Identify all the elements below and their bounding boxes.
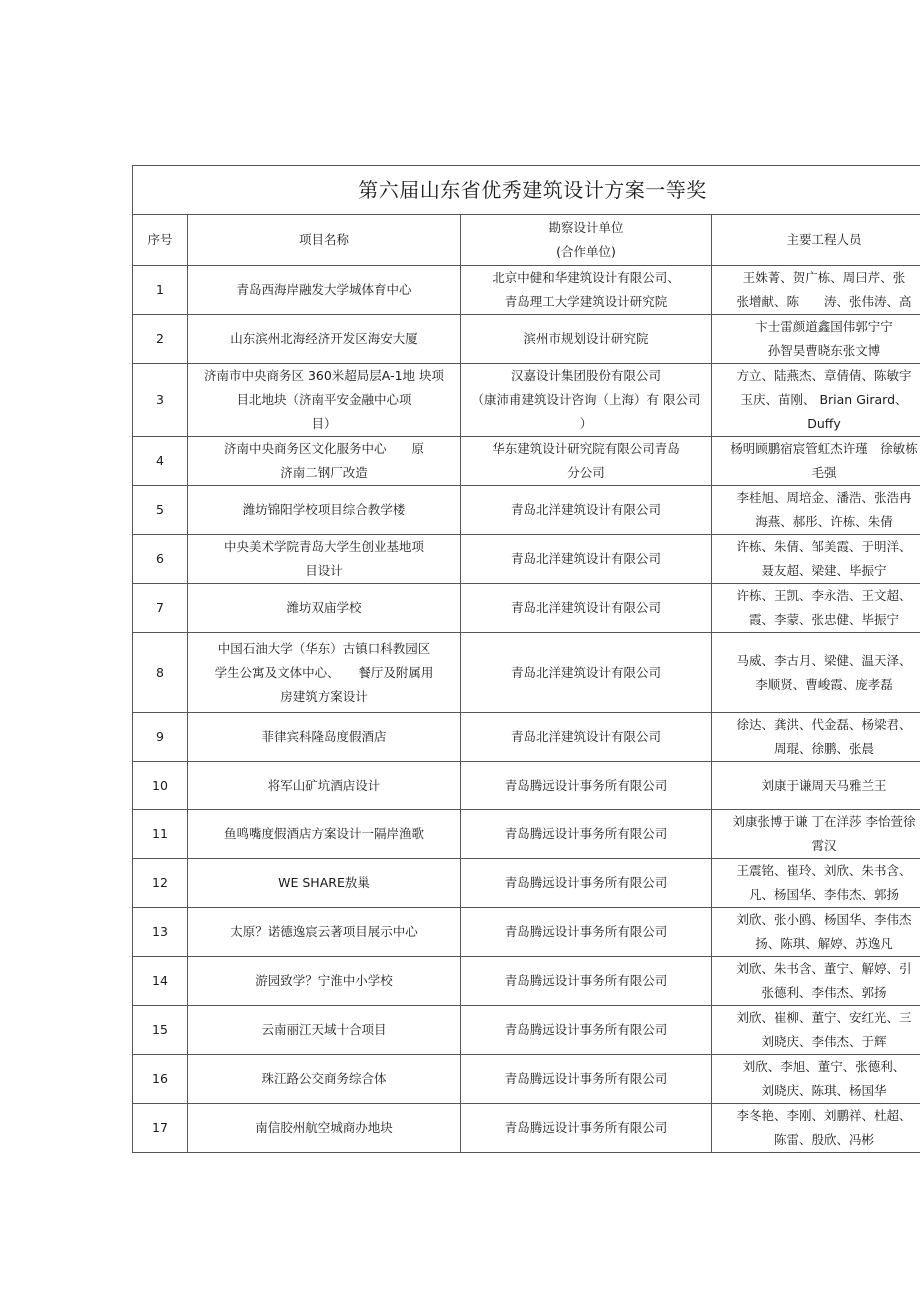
project-name-line: WE SHARE敖巢 [278, 875, 370, 890]
main-engineers-line: 霄汉 [811, 838, 837, 853]
design-unit-line: 青岛腾远设计事务所有限公司 [504, 1071, 668, 1086]
header-index: 序号 [133, 215, 188, 266]
project-name-line: 将军山矿坑酒店设计 [267, 777, 381, 793]
design-unit [461, 908, 712, 957]
main-engineers-line: 聂友超、梁建、毕振宁 [761, 563, 887, 578]
table-row [133, 810, 920, 859]
main-engineers-line: 刘康于谦周天马雅兰王 [761, 777, 887, 793]
design-unit-line: 分公司 [567, 465, 605, 480]
main-engineers-line: 李冬艳、李刚、刘鹏祥、杜超、 [736, 1108, 912, 1123]
main-engineers [712, 908, 920, 957]
header-row [133, 215, 920, 266]
main-engineers-line: 陈雷、殷欣、冯彬 [773, 1132, 874, 1147]
row-index: 14 [133, 957, 188, 1006]
project-name [188, 713, 461, 762]
design-unit-line: 青岛腾远设计事务所有限公司 [504, 777, 668, 793]
project-name-line: 山东滨州北海经济开发区海安大厦 [230, 331, 418, 346]
table-title: 第六届山东省优秀建筑设计方案一等奖 [133, 166, 920, 215]
design-unit [461, 810, 712, 859]
design-unit [461, 859, 712, 908]
project-name [188, 266, 461, 315]
project-name [188, 762, 461, 810]
table-row [133, 364, 920, 437]
main-engineers-line: 刘晓庆、陈琪、杨国华 [761, 1083, 887, 1098]
main-engineers-line: 杨明顾鹏宿宸管虹杰许瑾 徐敏栋 [730, 441, 918, 456]
main-engineers-line: 张增献、陈 涛、张伟涛、高 [736, 294, 912, 309]
design-unit-line: 青岛腾远设计事务所有限公司 [504, 1022, 668, 1037]
design-unit-line: 青岛北洋建筑设计有限公司 [510, 664, 661, 680]
row-index: 1 [133, 266, 188, 315]
design-unit [461, 364, 712, 437]
project-name [188, 957, 461, 1006]
project-name-line: 潍坊锦阳学校项目综合教学楼 [242, 502, 406, 517]
row-index: 16 [133, 1055, 188, 1104]
main-engineers [712, 1104, 920, 1153]
main-engineers [712, 633, 920, 713]
header-unit-line2: (合作单位) [556, 244, 616, 259]
row-index: 17 [133, 1104, 188, 1153]
design-unit [461, 633, 712, 713]
project-name [188, 364, 461, 437]
row-index: 4 [133, 437, 188, 486]
row-index: 3 [133, 364, 188, 437]
table-row [133, 584, 920, 633]
project-name [188, 584, 461, 633]
main-engineers [712, 713, 920, 762]
design-unit-line: 华东建筑设计研究院有限公司青岛 [492, 441, 680, 456]
row-index: 5 [133, 486, 188, 535]
row-index: 15 [133, 1006, 188, 1055]
main-engineers-line: 刘欣、李旭、董宁、张德利、 [742, 1059, 906, 1074]
row-index: 10 [133, 762, 188, 810]
row-index: 12 [133, 859, 188, 908]
main-engineers-line: 海燕、郝彤、许栋、朱倩 [755, 514, 893, 529]
main-engineers [712, 364, 920, 437]
project-name [188, 1006, 461, 1055]
table-row [133, 535, 920, 584]
main-engineers-line: 周琨、徐鹏、张晨 [773, 741, 874, 756]
design-unit-line: 滨州市规划设计研究院 [523, 331, 649, 346]
row-index: 8 [133, 633, 188, 713]
table-row [133, 1055, 920, 1104]
row-index: 6 [133, 535, 188, 584]
main-engineers [712, 1055, 920, 1104]
main-engineers [712, 762, 920, 810]
main-engineers-line: 刘欣、朱书含、董宁、解婷、引 [736, 961, 912, 976]
design-unit-line: 青岛腾远设计事务所有限公司 [504, 1120, 668, 1135]
design-unit-line: 青岛腾远设计事务所有限公司 [504, 826, 668, 841]
project-name [188, 486, 461, 535]
main-engineers-line: 刘欣、张小鸥、杨国华、李伟杰 [736, 912, 912, 927]
design-unit-line: ） [579, 416, 593, 431]
project-name-line: 中国石油大学（华东）古镇口科教园区 [217, 640, 431, 656]
project-name-line: 游园致学？宁淮中小学校 [255, 973, 393, 988]
design-unit-line: 青岛理工大学建筑设计研究院 [504, 294, 668, 309]
project-name-line: 济南中央商务区文化服务中心 原 [223, 441, 424, 456]
main-engineers-line: 李顺贤、曹峻霞、庞孝磊 [755, 676, 893, 692]
main-engineers [712, 486, 920, 535]
table-row [133, 859, 920, 908]
design-unit [461, 266, 712, 315]
table-row [133, 486, 920, 535]
award-sheet [132, 165, 920, 1153]
project-name [188, 437, 461, 486]
design-unit-line: 青岛北洋建筑设计有限公司 [510, 729, 661, 744]
design-unit [461, 1006, 712, 1055]
project-name-line: 目设计 [305, 563, 343, 578]
design-unit [461, 957, 712, 1006]
design-unit [461, 486, 712, 535]
project-name-line: 青岛西海岸融发大学城体育中心 [236, 282, 412, 297]
main-engineers-line: 许栋、朱倩、邹美霞、于明洋、 [736, 539, 912, 554]
design-unit [461, 315, 712, 364]
row-index: 11 [133, 810, 188, 859]
project-name-line: 鱼鸣嘴度假酒店方案设计一隔岸渔歌 [223, 826, 424, 841]
table-row [133, 957, 920, 1006]
row-index: 2 [133, 315, 188, 364]
header-project: 项目名称 [188, 215, 461, 266]
design-unit-line: 青岛北洋建筑设计有限公司 [510, 551, 661, 566]
row-index: 7 [133, 584, 188, 633]
design-unit-line: 青岛腾远设计事务所有限公司 [504, 924, 668, 939]
main-engineers-line: 张德利、李伟杰、郭扬 [761, 985, 887, 1000]
main-engineers-line: 徐达、龚洪、代金磊、杨梁君、 [736, 717, 912, 732]
project-name [188, 1055, 461, 1104]
main-engineers-line: 卞士雷颜道鑫国伟郭宁宁 [755, 319, 893, 334]
row-index: 13 [133, 908, 188, 957]
project-name-line: 珠江路公交商务综合体 [261, 1071, 387, 1086]
main-engineers [712, 584, 920, 633]
header-people: 主要工程人员 [712, 215, 920, 266]
main-engineers-line: 王姝菁、贺广栋、周曰芹、张 [742, 270, 906, 285]
main-engineers [712, 437, 920, 486]
design-unit-line: 汉嘉设计集团股份有限公司 [510, 368, 661, 383]
main-engineers-line: 玉庆、苗刚、 Brian Girard、 [740, 392, 908, 407]
project-name-line: 房建筑方案设计 [280, 688, 368, 704]
design-unit [461, 1055, 712, 1104]
design-unit-line: 青岛北洋建筑设计有限公司 [510, 600, 661, 615]
main-engineers [712, 266, 920, 315]
design-unit [461, 762, 712, 810]
table-row [133, 266, 920, 315]
design-unit-line: 青岛腾远设计事务所有限公司 [504, 875, 668, 890]
project-name-line: 学生公寓及文体中心、 餐厅及附属用 [214, 664, 434, 680]
table-row [133, 762, 920, 810]
project-name [188, 315, 461, 364]
table-row [133, 1006, 920, 1055]
main-engineers-line: 王震铭、崔玲、刘欣、朱书含、 [736, 863, 912, 878]
main-engineers [712, 535, 920, 584]
main-engineers [712, 810, 920, 859]
project-name-line: 中央美术学院青岛大学生创业基地项 [223, 539, 424, 554]
design-unit-line: 青岛北洋建筑设计有限公司 [510, 502, 661, 517]
main-engineers-line: 孙智昊曹晓东张文博 [767, 343, 881, 358]
design-unit-line: 北京中健和华建筑设计有限公司、 [492, 270, 680, 285]
main-engineers [712, 1006, 920, 1055]
project-name-line: 济南市中央商务区 360米超局层A-1地 块项 [203, 368, 445, 383]
main-engineers-line: 刘康张博于谦 丁在洋莎 李怡萱徐 [732, 814, 916, 829]
table-row [133, 908, 920, 957]
project-name-line: 济南二钢厂改造 [280, 465, 368, 480]
project-name-line: 菲律宾科隆岛度假酒店 [261, 729, 387, 744]
main-engineers [712, 315, 920, 364]
project-name-line: 云南丽江天域十合项目 [261, 1022, 387, 1037]
awards-table [132, 165, 920, 1153]
main-engineers-line: Duffy [807, 416, 841, 431]
project-name [188, 633, 461, 713]
main-engineers-line: 刘晓庆、李伟杰、于辉 [761, 1034, 887, 1049]
project-name-line: 目） [311, 416, 337, 431]
project-name [188, 859, 461, 908]
design-unit [461, 437, 712, 486]
main-engineers-line: 凡、杨国华、李伟杰、郭扬 [748, 887, 899, 902]
project-name-line: 目北地块（济南平安金融中心项 [236, 392, 412, 407]
title-row [133, 166, 920, 215]
project-name-line: 潍坊双庙学校 [286, 600, 362, 615]
main-engineers-line: 扬、陈琪、解婷、苏逸凡 [755, 936, 893, 951]
design-unit-line: （康沛甫建筑设计咨询（上海）有 限公司 [471, 392, 701, 407]
design-unit-line: 青岛腾远设计事务所有限公司 [504, 973, 668, 988]
table-row [133, 633, 920, 713]
project-name [188, 535, 461, 584]
main-engineers [712, 957, 920, 1006]
project-name [188, 810, 461, 859]
project-name-line: 南信胶州航空城商办地块 [255, 1120, 393, 1135]
project-name-line: 太原？诺德逸宸云著项目展示中心 [230, 924, 418, 939]
design-unit [461, 535, 712, 584]
row-index: 9 [133, 713, 188, 762]
design-unit [461, 1104, 712, 1153]
main-engineers-line: 毛强 [811, 465, 837, 480]
main-engineers [712, 859, 920, 908]
header-unit [461, 215, 712, 266]
project-name [188, 1104, 461, 1153]
table-row [133, 437, 920, 486]
main-engineers-line: 马威、李古月、梁健、温天泽、 [736, 652, 912, 668]
main-engineers-line: 李桂旭、周培金、潘浩、张浩冉 [736, 490, 912, 505]
main-engineers-line: 许栋、王凯、李永浩、王文超、 [736, 588, 912, 603]
header-unit-line1: 勘察设计单位 [548, 220, 624, 235]
table-row [133, 315, 920, 364]
design-unit [461, 713, 712, 762]
main-engineers-line: 方立、陆燕杰、章倩倩、陈敏宇 [736, 368, 912, 383]
main-engineers-line: 刘欣、崔柳、董宁、安红光、三 [736, 1010, 912, 1025]
main-engineers-line: 霞、李蒙、张忠健、毕振宁 [748, 612, 899, 627]
table-row [133, 713, 920, 762]
table-row [133, 1104, 920, 1153]
design-unit [461, 584, 712, 633]
project-name [188, 908, 461, 957]
